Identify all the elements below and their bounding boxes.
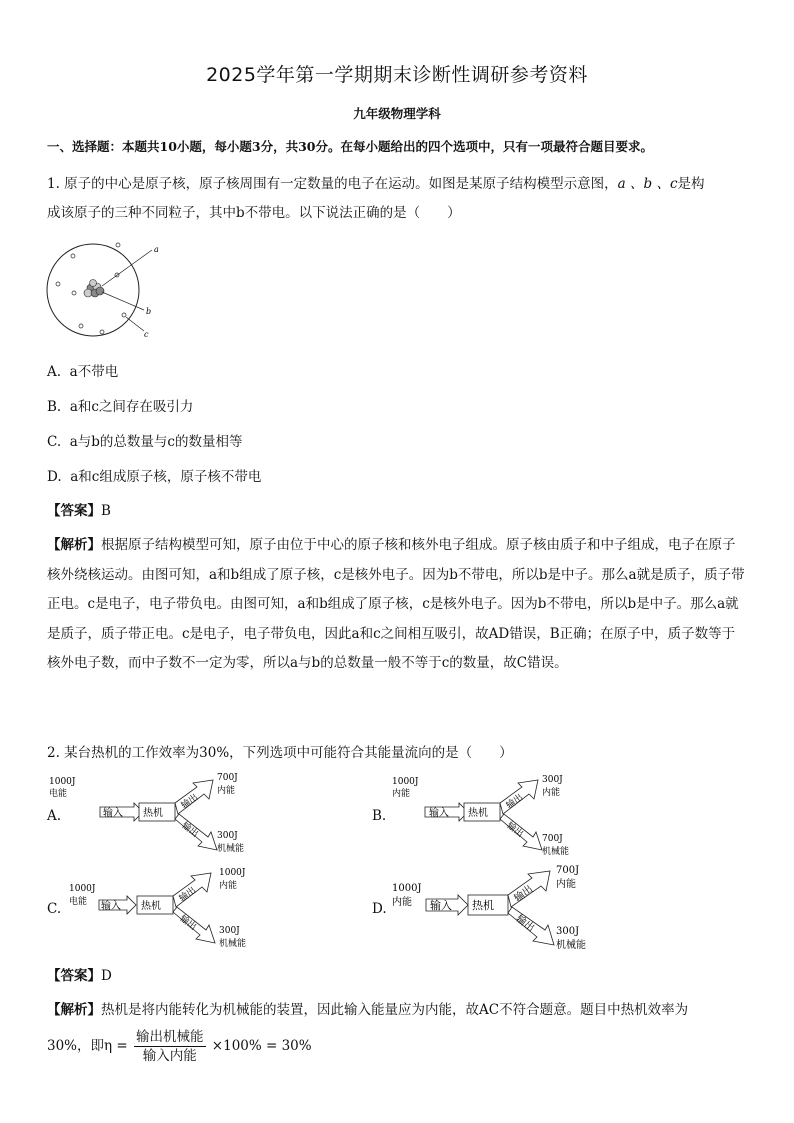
svg-text:内能: 内能 (217, 786, 236, 796)
q1-explanation (47, 531, 747, 679)
q1-option-c-text: a与b的总数量与c的数量相等 (69, 434, 243, 450)
svg-text:机械能: 机械能 (542, 847, 570, 857)
svg-text:1000J: 1000J (69, 884, 96, 894)
q2-option-c-letter: C. (47, 901, 62, 917)
q1-option-b-text: a和c之间存在吸引力 (69, 399, 194, 415)
figure-label-a: a (154, 245, 159, 254)
q1-answer-value: B (101, 503, 111, 519)
question-1-stem (47, 170, 747, 228)
energy-flow-diagram-d (370, 863, 610, 955)
question-1-stem-part1: 1. 原子的中心是原子核，原子核周围有一定数量的电子在运动。如图是某原子结构模型示意图， (47, 176, 618, 192)
q2-option-a-diagram (47, 772, 277, 868)
q1-option-b-letter: B. (47, 399, 62, 415)
svg-text:输出: 输出 (179, 792, 201, 812)
q1-option-d-text: a和c组成原子核，原子核不带电 (70, 469, 262, 485)
question-1-stem-vars: a 、b 、c (617, 176, 678, 192)
svg-text:700J: 700J (217, 773, 238, 783)
q2-option-a-letter: A. (47, 808, 62, 824)
svg-text:700J: 700J (542, 834, 563, 844)
svg-text:输出: 输出 (504, 792, 526, 812)
svg-text:电能: 电能 (69, 897, 88, 907)
svg-text:热机: 热机 (472, 899, 494, 912)
svg-text:输入: 输入 (103, 808, 123, 819)
question-1-stem-line2: 成该原子的三种不同粒子，其中b不带电。以下说法正确的是（ ） (47, 205, 461, 221)
energy-flow-diagram-c (47, 863, 277, 955)
question-2-stem: 2. 某台热机的工作效率为30%，下列选项中可能符合其能量流向的是（ ） (47, 745, 513, 761)
q2-explanation-label: 【解析】 (47, 1002, 101, 1018)
q2-option-c-diagram (47, 863, 277, 959)
page-title: 2025学年第一学期期末诊断性调研参考资料 (206, 64, 588, 86)
q1-option-b (47, 395, 193, 415)
q1-option-d-letter: D. (47, 469, 62, 485)
q2-explanation (47, 996, 747, 1025)
q2-answer-value: D (101, 968, 112, 984)
svg-text:300J: 300J (556, 926, 580, 937)
svg-text:输出: 输出 (177, 885, 199, 905)
figure-label-b: b (146, 307, 152, 316)
q1-option-a-text: a不带电 (69, 364, 119, 380)
svg-text:1000J: 1000J (392, 883, 422, 894)
svg-text:内能: 内能 (392, 789, 411, 799)
energy-flow-diagram-a (47, 772, 277, 864)
q1-option-d (47, 465, 261, 485)
svg-text:1000J: 1000J (392, 777, 419, 787)
formula-fraction (134, 1028, 206, 1065)
svg-text:输出: 输出 (512, 883, 536, 905)
energy-flow-diagram-b (370, 772, 600, 864)
q1-answer-label: 【答案】 (47, 503, 101, 519)
svg-text:300J: 300J (219, 926, 240, 936)
q2-option-b-letter: B. (372, 808, 387, 824)
svg-text:输入: 输入 (430, 899, 452, 912)
formula-numerator: 输出机械能 (136, 1029, 204, 1045)
q2-answer (47, 964, 112, 984)
q1-explanation-label: 【解析】 (47, 537, 101, 553)
svg-text:机械能: 机械能 (219, 939, 247, 949)
svg-text:机械能: 机械能 (556, 940, 586, 951)
q2-answer-label: 【答案】 (47, 968, 101, 984)
page-subtitle: 九年级物理学科 (353, 106, 441, 121)
svg-text:300J: 300J (542, 775, 563, 785)
svg-text:热机: 热机 (468, 808, 488, 819)
svg-text:1000J: 1000J (219, 868, 246, 878)
formula-denominator: 输入内能 (142, 1048, 197, 1064)
formula-suffix: ×100% = 30% (211, 1038, 312, 1054)
svg-text:输出: 输出 (179, 820, 200, 840)
q2-option-b-diagram (370, 772, 600, 868)
q1-option-a-letter: A. (47, 364, 62, 380)
svg-text:热机: 热机 (141, 901, 161, 912)
formula-prefix: 30%，即η = (47, 1038, 128, 1054)
q2-option-d-diagram (370, 863, 610, 959)
question-1-stem-part2: 是构 (677, 176, 705, 192)
q2-option-d-letter: D. (372, 901, 387, 917)
svg-text:输出: 输出 (513, 913, 537, 935)
svg-text:内能: 内能 (542, 788, 561, 798)
svg-text:700J: 700J (556, 865, 580, 876)
q1-explanation-text: 根据原子结构模型可知，原子由位于中心的原子核和核外电子组成。原子核由质子和中子组成，电子在原子核外绕核运动。由图可知，a和b组成了原子核，c是核外电子。因为b不带电，所以b是中子。那么a就是质子，质子带正电。c是电子，电子带负电。由图可知，a和b组成了原子核，c是核外电子。因为b不带电，所以b是中子。那么a就是质子，质子带正电。c是电子，电子带负电，因此a和c之间相互吸引，故AD错误，B正确；在原子中，质子数等于核外电子数，而中子数不一定为零，所以a与b的总数量一般不等于c的数量，故C错误。 (47, 537, 745, 671)
svg-text:热机: 热机 (143, 808, 163, 819)
svg-text:机械能: 机械能 (217, 844, 245, 854)
q1-option-c-letter: C. (47, 434, 62, 450)
svg-text:300J: 300J (217, 831, 238, 841)
svg-text:输出: 输出 (177, 913, 198, 933)
q1-option-a (47, 360, 118, 380)
svg-text:电能: 电能 (49, 789, 68, 799)
svg-text:内能: 内能 (219, 881, 238, 891)
q1-option-c (47, 430, 243, 450)
svg-text:内能: 内能 (556, 879, 576, 890)
svg-text:内能: 内能 (392, 897, 412, 908)
atom-model-figure (44, 240, 164, 340)
section-heading: 一、选择题：本题共10小题，每小题3分，共30分。在每小题给出的四个选项中，只有一项最符合题目要求。 (47, 139, 653, 154)
svg-text:输入: 输入 (101, 901, 121, 912)
efficiency-formula (47, 1028, 312, 1065)
svg-text:输入: 输入 (429, 808, 449, 819)
svg-text:输出: 输出 (504, 820, 525, 840)
q2-explanation-text: 热机是将内能转化为机械能的装置，因此输入能量应为内能，故AC不符合题意。题目中热机效率为 (101, 1002, 689, 1018)
q1-answer (47, 499, 111, 519)
figure-label-c: c (144, 330, 149, 339)
svg-text:1000J: 1000J (49, 777, 76, 787)
